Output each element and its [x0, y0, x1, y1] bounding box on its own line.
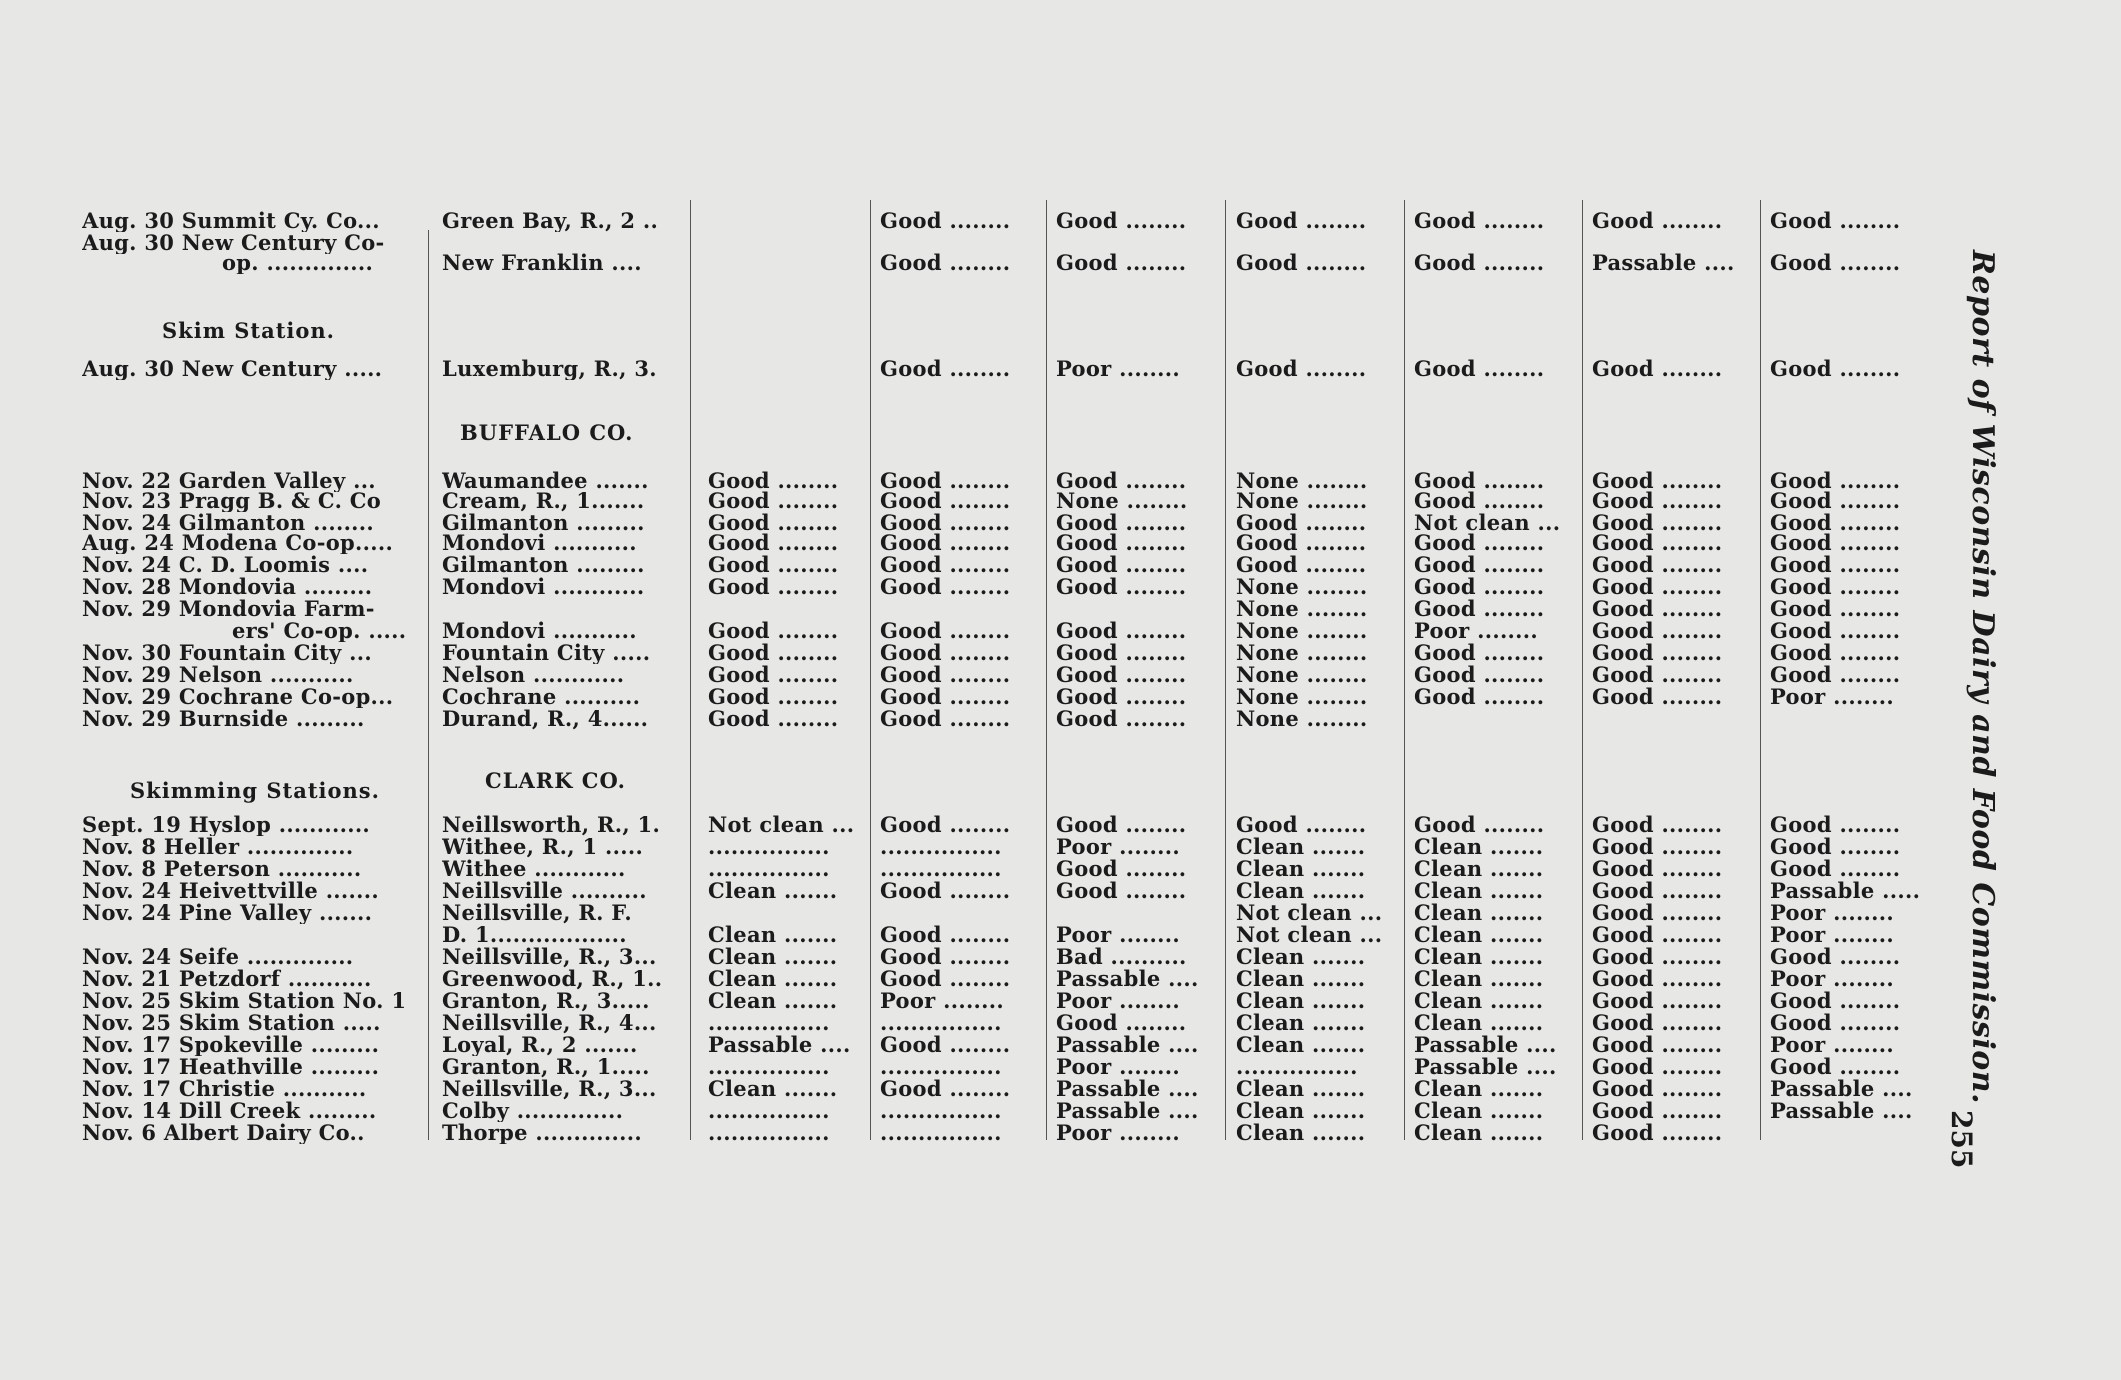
creamery-cell: Nov. 24 Gilmanton ........ [82, 512, 375, 534]
rating-cell: None ........ [1236, 642, 1368, 664]
location-cell: Fountain City ..... [442, 642, 651, 664]
creamery-cell: Nov. 24 C. D. Loomis .... [82, 554, 369, 576]
rating-cell: Good ........ [1770, 210, 1901, 232]
rating-cell: Clean ....... [1236, 990, 1366, 1012]
rating-cell: ................ [708, 1100, 830, 1122]
rating-cell: Good ........ [1770, 490, 1901, 512]
creamery-cell: Aug. 30 Summit Cy. Co... [82, 210, 380, 232]
table-row [0, 490, 1940, 512]
rating-cell: Good ........ [1414, 814, 1545, 836]
table-row [0, 880, 1940, 902]
rating-cell: Poor ........ [1056, 990, 1181, 1012]
rating-cell: Good ........ [1414, 490, 1545, 512]
rating-cell: Clean ....... [708, 968, 838, 990]
rating-cell: Good ........ [1236, 252, 1367, 274]
section-heading-skimming-stations: Skimming Stations. [130, 778, 380, 803]
rating-cell: Good ........ [1592, 1100, 1723, 1122]
rating-cell: Good ........ [1592, 358, 1723, 380]
rating-cell: Clean ....... [1236, 1034, 1366, 1056]
rating-cell: None ........ [1236, 598, 1368, 620]
rating-cell: None ........ [1236, 490, 1368, 512]
rating-cell: Good ........ [1056, 210, 1187, 232]
rating-cell: Good ........ [1592, 858, 1723, 880]
table-row [0, 210, 1940, 232]
rating-cell: Good ........ [1592, 490, 1723, 512]
creamery-cell: ers' Co-op. ..... [232, 620, 407, 642]
location-cell: Neillsville .......... [442, 880, 647, 902]
location-cell: Neillsville, R., 4... [442, 1012, 657, 1034]
location-cell: Loyal, R., 2 ....... [442, 1034, 638, 1056]
rating-cell: Good ........ [1592, 664, 1723, 686]
table-row [0, 968, 1940, 990]
rating-cell: Good ........ [1770, 620, 1901, 642]
rating-cell: Passable .... [1056, 1034, 1199, 1056]
rating-cell: Good ........ [1056, 470, 1187, 492]
rating-cell: None ........ [1236, 664, 1368, 686]
rating-cell: Passable .... [1414, 1034, 1557, 1056]
table-row [0, 836, 1940, 858]
rating-cell: Good ........ [1770, 836, 1901, 858]
location-cell: Withee ............ [442, 858, 626, 880]
location-cell: Cream, R., 1....... [442, 490, 645, 512]
rating-cell: Good ........ [1592, 924, 1723, 946]
rating-cell: Good ........ [1414, 598, 1545, 620]
table-row [0, 470, 1940, 492]
rating-cell: Not clean ... [1236, 924, 1383, 946]
rating-cell: Good ........ [1770, 664, 1901, 686]
rating-cell: Good ........ [1056, 708, 1187, 730]
location-cell: Neillsville, R., 3... [442, 1078, 657, 1100]
creamery-cell: Aug. 30 New Century ..... [82, 358, 383, 380]
rating-cell: Good ........ [880, 642, 1011, 664]
rating-cell: Good ........ [1414, 470, 1545, 492]
rating-cell: None ........ [1236, 470, 1368, 492]
rating-cell: Good ........ [708, 512, 839, 534]
rating-cell: Good ........ [1770, 1056, 1901, 1078]
rating-cell: Good ........ [1056, 664, 1187, 686]
location-cell: Gilmanton ......... [442, 512, 645, 534]
rating-cell: Good ........ [1236, 210, 1367, 232]
rating-cell: Poor ........ [1056, 1056, 1181, 1078]
location-cell: Withee, R., 1 ..... [442, 836, 644, 858]
creamery-cell: Nov. 8 Peterson ........... [82, 858, 362, 880]
creamery-cell: Nov. 24 Heivettville ....... [82, 880, 379, 902]
rating-cell: Good ........ [1414, 532, 1545, 554]
rating-cell: Poor ........ [1770, 686, 1895, 708]
rating-cell: Good ........ [1592, 1078, 1723, 1100]
rating-cell: None ........ [1236, 620, 1368, 642]
creamery-cell: Nov. 22 Garden Valley ... [82, 470, 376, 492]
rating-cell: Not clean ... [1236, 902, 1383, 924]
rating-cell: Good ........ [880, 252, 1011, 274]
rating-cell: Good ........ [1592, 1056, 1723, 1078]
rating-cell: Good ........ [708, 620, 839, 642]
rating-cell: Good ........ [1592, 1012, 1723, 1034]
location-cell: New Franklin .... [442, 252, 642, 274]
rating-cell: Good ........ [1592, 642, 1723, 664]
table-row [0, 708, 1940, 730]
table-row [0, 1012, 1940, 1034]
rating-cell: Good ........ [708, 664, 839, 686]
rating-cell: Good ........ [1770, 512, 1901, 534]
rating-cell: Clean ....... [1414, 924, 1544, 946]
table-row [0, 576, 1940, 598]
section-heading-skim-station: Skim Station. [162, 318, 335, 343]
rating-cell: Good ........ [880, 358, 1011, 380]
rating-cell: Good ........ [1592, 554, 1723, 576]
rating-cell: Good ........ [708, 708, 839, 730]
creamery-cell: op. .............. [222, 252, 374, 274]
rating-cell: Good ........ [1414, 554, 1545, 576]
rating-cell: Good ........ [1592, 814, 1723, 836]
rating-cell: Not clean ... [1414, 512, 1561, 534]
rating-cell: Clean ....... [708, 1078, 838, 1100]
rating-cell: Clean ....... [1414, 902, 1544, 924]
rating-cell: Poor ........ [1770, 1034, 1895, 1056]
rating-cell: Clean ....... [708, 946, 838, 968]
creamery-cell: Nov. 24 Pine Valley ....... [82, 902, 373, 924]
rating-cell: ................ [880, 1056, 1002, 1078]
rating-cell: Passable ..... [1770, 880, 1921, 902]
creamery-cell: Nov. 29 Burnside ......... [82, 708, 365, 730]
rating-cell: Good ........ [1592, 620, 1723, 642]
rating-cell: Good ........ [1592, 512, 1723, 534]
creamery-cell: Nov. 29 Nelson ........... [82, 664, 354, 686]
location-cell: Durand, R., 4...... [442, 708, 649, 730]
rating-cell: Clean ....... [1414, 990, 1544, 1012]
rating-cell: Good ........ [708, 554, 839, 576]
rating-cell: Passable .... [1770, 1100, 1913, 1122]
rating-cell: ................ [1236, 1056, 1358, 1078]
section-heading-buffalo-co: BUFFALO CO. [460, 420, 634, 445]
rating-cell: Good ........ [880, 924, 1011, 946]
rating-cell: Good ........ [880, 686, 1011, 708]
rating-cell: Clean ....... [1414, 836, 1544, 858]
rating-cell: Clean ....... [1414, 968, 1544, 990]
rating-cell: ................ [708, 836, 830, 858]
rating-cell: Clean ....... [1236, 968, 1366, 990]
rating-cell: Good ........ [1592, 210, 1723, 232]
creamery-cell: Nov. 28 Mondovia ......... [82, 576, 373, 598]
location-cell: Green Bay, R., 2 .. [442, 210, 659, 232]
creamery-cell: Nov. 29 Mondovia Farm- [82, 598, 375, 620]
rating-cell: Poor ........ [1770, 924, 1895, 946]
page-number: 255 [1945, 1110, 1978, 1169]
table-row [0, 990, 1940, 1012]
location-cell: Luxemburg, R., 3. [442, 358, 657, 380]
table-row [0, 946, 1940, 968]
rating-cell: Clean ....... [1236, 1078, 1366, 1100]
creamery-cell: Nov. 17 Spokeville ......... [82, 1034, 380, 1056]
rating-cell: Good ........ [1056, 814, 1187, 836]
rating-cell: Good ........ [1414, 664, 1545, 686]
rating-cell: Poor ........ [880, 990, 1005, 1012]
rating-cell: Good ........ [880, 968, 1011, 990]
rating-cell: Good ........ [1056, 880, 1187, 902]
rating-cell: Good ........ [1056, 686, 1187, 708]
creamery-cell: Nov. 25 Skim Station ..... [82, 1012, 381, 1034]
location-cell: Colby .............. [442, 1100, 624, 1122]
rating-cell: Good ........ [880, 576, 1011, 598]
rating-cell: Good ........ [1770, 814, 1901, 836]
creamery-cell: Nov. 6 Albert Dairy Co.. [82, 1122, 365, 1144]
rating-cell: Clean ....... [1236, 858, 1366, 880]
rating-cell: Good ........ [1592, 968, 1723, 990]
rating-cell: Good ........ [880, 470, 1011, 492]
rating-cell: Good ........ [1236, 358, 1367, 380]
location-cell: Gilmanton ......... [442, 554, 645, 576]
rating-cell: Good ........ [1770, 946, 1901, 968]
rating-cell: ................ [708, 1056, 830, 1078]
rating-cell: Poor ........ [1056, 358, 1181, 380]
location-cell: Cochrane .......... [442, 686, 641, 708]
rating-cell: Good ........ [880, 210, 1011, 232]
rating-cell: ................ [708, 858, 830, 880]
rating-cell: Good ........ [880, 554, 1011, 576]
rating-cell: Good ........ [880, 880, 1011, 902]
rating-cell: ................ [880, 858, 1002, 880]
rating-cell: Clean ....... [1236, 836, 1366, 858]
rating-cell: Good ........ [1414, 642, 1545, 664]
rating-cell: ................ [708, 1122, 830, 1144]
creamery-cell: Nov. 17 Christie ........... [82, 1078, 367, 1100]
rating-cell: Clean ....... [708, 924, 838, 946]
rating-cell: Good ........ [1056, 858, 1187, 880]
rating-cell: Not clean ... [708, 814, 855, 836]
creamery-cell: Nov. 21 Petzdorf ........... [82, 968, 372, 990]
rating-cell: Good ........ [1236, 554, 1367, 576]
rating-cell: None ........ [1236, 576, 1368, 598]
table-row [0, 1122, 1940, 1144]
rating-cell: ................ [708, 1012, 830, 1034]
rating-cell: Clean ....... [708, 990, 838, 1012]
table-row [0, 358, 1940, 380]
rating-cell: Clean ....... [708, 880, 838, 902]
rating-cell: Good ........ [1770, 990, 1901, 1012]
location-cell: Mondovi ........... [442, 532, 637, 554]
rating-cell: Good ........ [880, 814, 1011, 836]
rating-cell: Passable .... [1414, 1056, 1557, 1078]
rating-cell: Passable .... [1056, 1100, 1199, 1122]
location-cell: Neillsville, R. F. [442, 902, 633, 924]
location-cell: Greenwood, R., 1.. [442, 968, 663, 990]
rating-cell: Good ........ [708, 642, 839, 664]
rating-cell: Good ........ [1592, 836, 1723, 858]
rating-cell: Poor ........ [1056, 836, 1181, 858]
table-row [0, 1056, 1940, 1078]
location-cell: Granton, R., 3..... [442, 990, 650, 1012]
rating-cell: Clean ....... [1414, 1078, 1544, 1100]
rating-cell: Clean ....... [1414, 880, 1544, 902]
rating-cell: Good ........ [1770, 532, 1901, 554]
rating-cell: Good ........ [1592, 990, 1723, 1012]
rating-cell: Passable .... [1056, 1078, 1199, 1100]
table-row [0, 858, 1940, 880]
table-row [0, 664, 1940, 686]
rating-cell: ................ [880, 836, 1002, 858]
table-row [0, 252, 1940, 274]
rating-cell: ................ [880, 1012, 1002, 1034]
table-row [0, 642, 1940, 664]
rating-cell: Good ........ [880, 946, 1011, 968]
rating-cell: Good ........ [880, 708, 1011, 730]
rating-cell: Good ........ [1236, 532, 1367, 554]
creamery-cell: Nov. 14 Dill Creek ......... [82, 1100, 377, 1122]
creamery-cell: Nov. 29 Cochrane Co-op... [82, 686, 394, 708]
creamery-cell: Nov. 8 Heller .............. [82, 836, 354, 858]
rating-cell: Good ........ [1056, 554, 1187, 576]
table-row [0, 554, 1940, 576]
rating-cell: Passable .... [1770, 1078, 1913, 1100]
creamery-cell: Nov. 23 Pragg B. & C. Co [82, 490, 382, 512]
location-cell: Neillsworth, R., 1. [442, 814, 661, 836]
rating-cell: Good ........ [1592, 576, 1723, 598]
table-row [0, 902, 1940, 924]
rating-cell: Good ........ [880, 620, 1011, 642]
creamery-cell: Nov. 17 Heathville ......... [82, 1056, 380, 1078]
rating-cell: Good ........ [1056, 512, 1187, 534]
rating-cell: Good ........ [1414, 576, 1545, 598]
rating-cell: Bad .......... [1056, 946, 1187, 968]
rating-cell: Good ........ [1592, 946, 1723, 968]
rating-cell: None ........ [1056, 490, 1188, 512]
rating-cell: Good ........ [1592, 902, 1723, 924]
rating-cell: Good ........ [1592, 532, 1723, 554]
rating-cell: Clean ....... [1414, 1100, 1544, 1122]
table-row [0, 1034, 1940, 1056]
rating-cell: Good ........ [1770, 1012, 1901, 1034]
rating-cell: Clean ....... [1414, 1122, 1544, 1144]
location-cell: Neillsville, R., 3... [442, 946, 657, 968]
rating-cell: Good ........ [1592, 1034, 1723, 1056]
location-cell: Nelson ............ [442, 664, 625, 686]
running-title: Report of Wisconsin Dairy and Food Commission. [1965, 250, 2000, 1105]
rating-cell: Clean ....... [1236, 946, 1366, 968]
rating-cell: Good ........ [708, 532, 839, 554]
rating-cell: Good ........ [1236, 512, 1367, 534]
rating-cell: None ........ [1236, 708, 1368, 730]
table-row [0, 512, 1940, 534]
rating-cell: Good ........ [880, 532, 1011, 554]
table-row [0, 620, 1940, 642]
table-row [0, 598, 1940, 620]
rating-cell: Poor ........ [1056, 1122, 1181, 1144]
rating-cell: Good ........ [1414, 252, 1545, 274]
location-cell: D. 1.................. [442, 924, 627, 946]
rating-cell: Passable .... [1592, 252, 1735, 274]
location-cell: Mondovi ............ [442, 576, 645, 598]
rating-cell: Poor ........ [1414, 620, 1539, 642]
rating-cell: Good ........ [1770, 358, 1901, 380]
rating-cell: Poor ........ [1770, 902, 1895, 924]
rating-cell: Good ........ [1056, 642, 1187, 664]
rating-cell: Good ........ [1592, 880, 1723, 902]
rating-cell: Good ........ [1770, 858, 1901, 880]
rating-cell: Clean ....... [1236, 1012, 1366, 1034]
rating-cell: Good ........ [708, 490, 839, 512]
rating-cell: Good ........ [1414, 358, 1545, 380]
rating-cell: Clean ....... [1414, 1012, 1544, 1034]
creamery-cell: Nov. 25 Skim Station No. 1 [82, 990, 407, 1012]
location-cell: Thorpe .............. [442, 1122, 642, 1144]
rating-cell: Good ........ [1770, 598, 1901, 620]
rating-cell: Good ........ [1414, 686, 1545, 708]
rating-cell: Good ........ [1592, 470, 1723, 492]
rating-cell: Good ........ [708, 576, 839, 598]
section-heading-clark-co: CLARK CO. [485, 768, 626, 793]
rating-cell: Clean ....... [1414, 946, 1544, 968]
rating-cell: Good ........ [1056, 1012, 1187, 1034]
rating-cell: Good ........ [1770, 642, 1901, 664]
table-row [0, 686, 1940, 708]
creamery-cell: Nov. 24 Seife .............. [82, 946, 354, 968]
rating-cell: ................ [880, 1100, 1002, 1122]
creamery-cell: Sept. 19 Hyslop ............ [82, 814, 371, 836]
rating-cell: Good ........ [1056, 620, 1187, 642]
rating-cell: Good ........ [880, 1078, 1011, 1100]
table-row [0, 1100, 1940, 1122]
rating-cell: Passable .... [1056, 968, 1199, 990]
table-row [0, 924, 1940, 946]
rating-cell: Good ........ [1770, 252, 1901, 274]
table-row [0, 532, 1940, 554]
location-cell: Waumandee ....... [442, 470, 649, 492]
rating-cell: Good ........ [880, 664, 1011, 686]
table-row [0, 1078, 1940, 1100]
rating-cell: Passable .... [708, 1034, 851, 1056]
rating-cell: Good ........ [1592, 1122, 1723, 1144]
location-cell: Mondovi ........... [442, 620, 637, 642]
rating-cell: Good ........ [1414, 210, 1545, 232]
creamery-cell: Aug. 30 New Century Co- [82, 232, 385, 254]
rating-cell: None ........ [1236, 686, 1368, 708]
rating-cell: Good ........ [1592, 686, 1723, 708]
table-row [0, 814, 1940, 836]
rating-cell: Good ........ [1236, 814, 1367, 836]
rating-cell: Good ........ [1770, 554, 1901, 576]
rating-cell: Good ........ [1770, 576, 1901, 598]
creamery-cell: Aug. 24 Modena Co-op..... [82, 532, 394, 554]
rating-cell: Clean ....... [1236, 1100, 1366, 1122]
rating-cell: Clean ....... [1236, 1122, 1366, 1144]
rating-cell: Good ........ [1056, 576, 1187, 598]
rating-cell: Good ........ [880, 1034, 1011, 1056]
rating-cell: Poor ........ [1056, 924, 1181, 946]
rating-cell: Good ........ [1592, 598, 1723, 620]
table-row [0, 232, 1940, 254]
rating-cell: Good ........ [880, 512, 1011, 534]
rating-cell: ................ [880, 1122, 1002, 1144]
rating-cell: Good ........ [708, 686, 839, 708]
rating-cell: Good ........ [708, 470, 839, 492]
rating-cell: Poor ........ [1770, 968, 1895, 990]
rating-cell: Good ........ [1056, 532, 1187, 554]
rating-cell: Good ........ [880, 490, 1011, 512]
rating-cell: Good ........ [1056, 252, 1187, 274]
rating-cell: Good ........ [1770, 470, 1901, 492]
location-cell: Granton, R., 1..... [442, 1056, 650, 1078]
creamery-cell: Nov. 30 Fountain City ... [82, 642, 372, 664]
rating-cell: Clean ....... [1414, 858, 1544, 880]
rating-cell: Clean ....... [1236, 880, 1366, 902]
